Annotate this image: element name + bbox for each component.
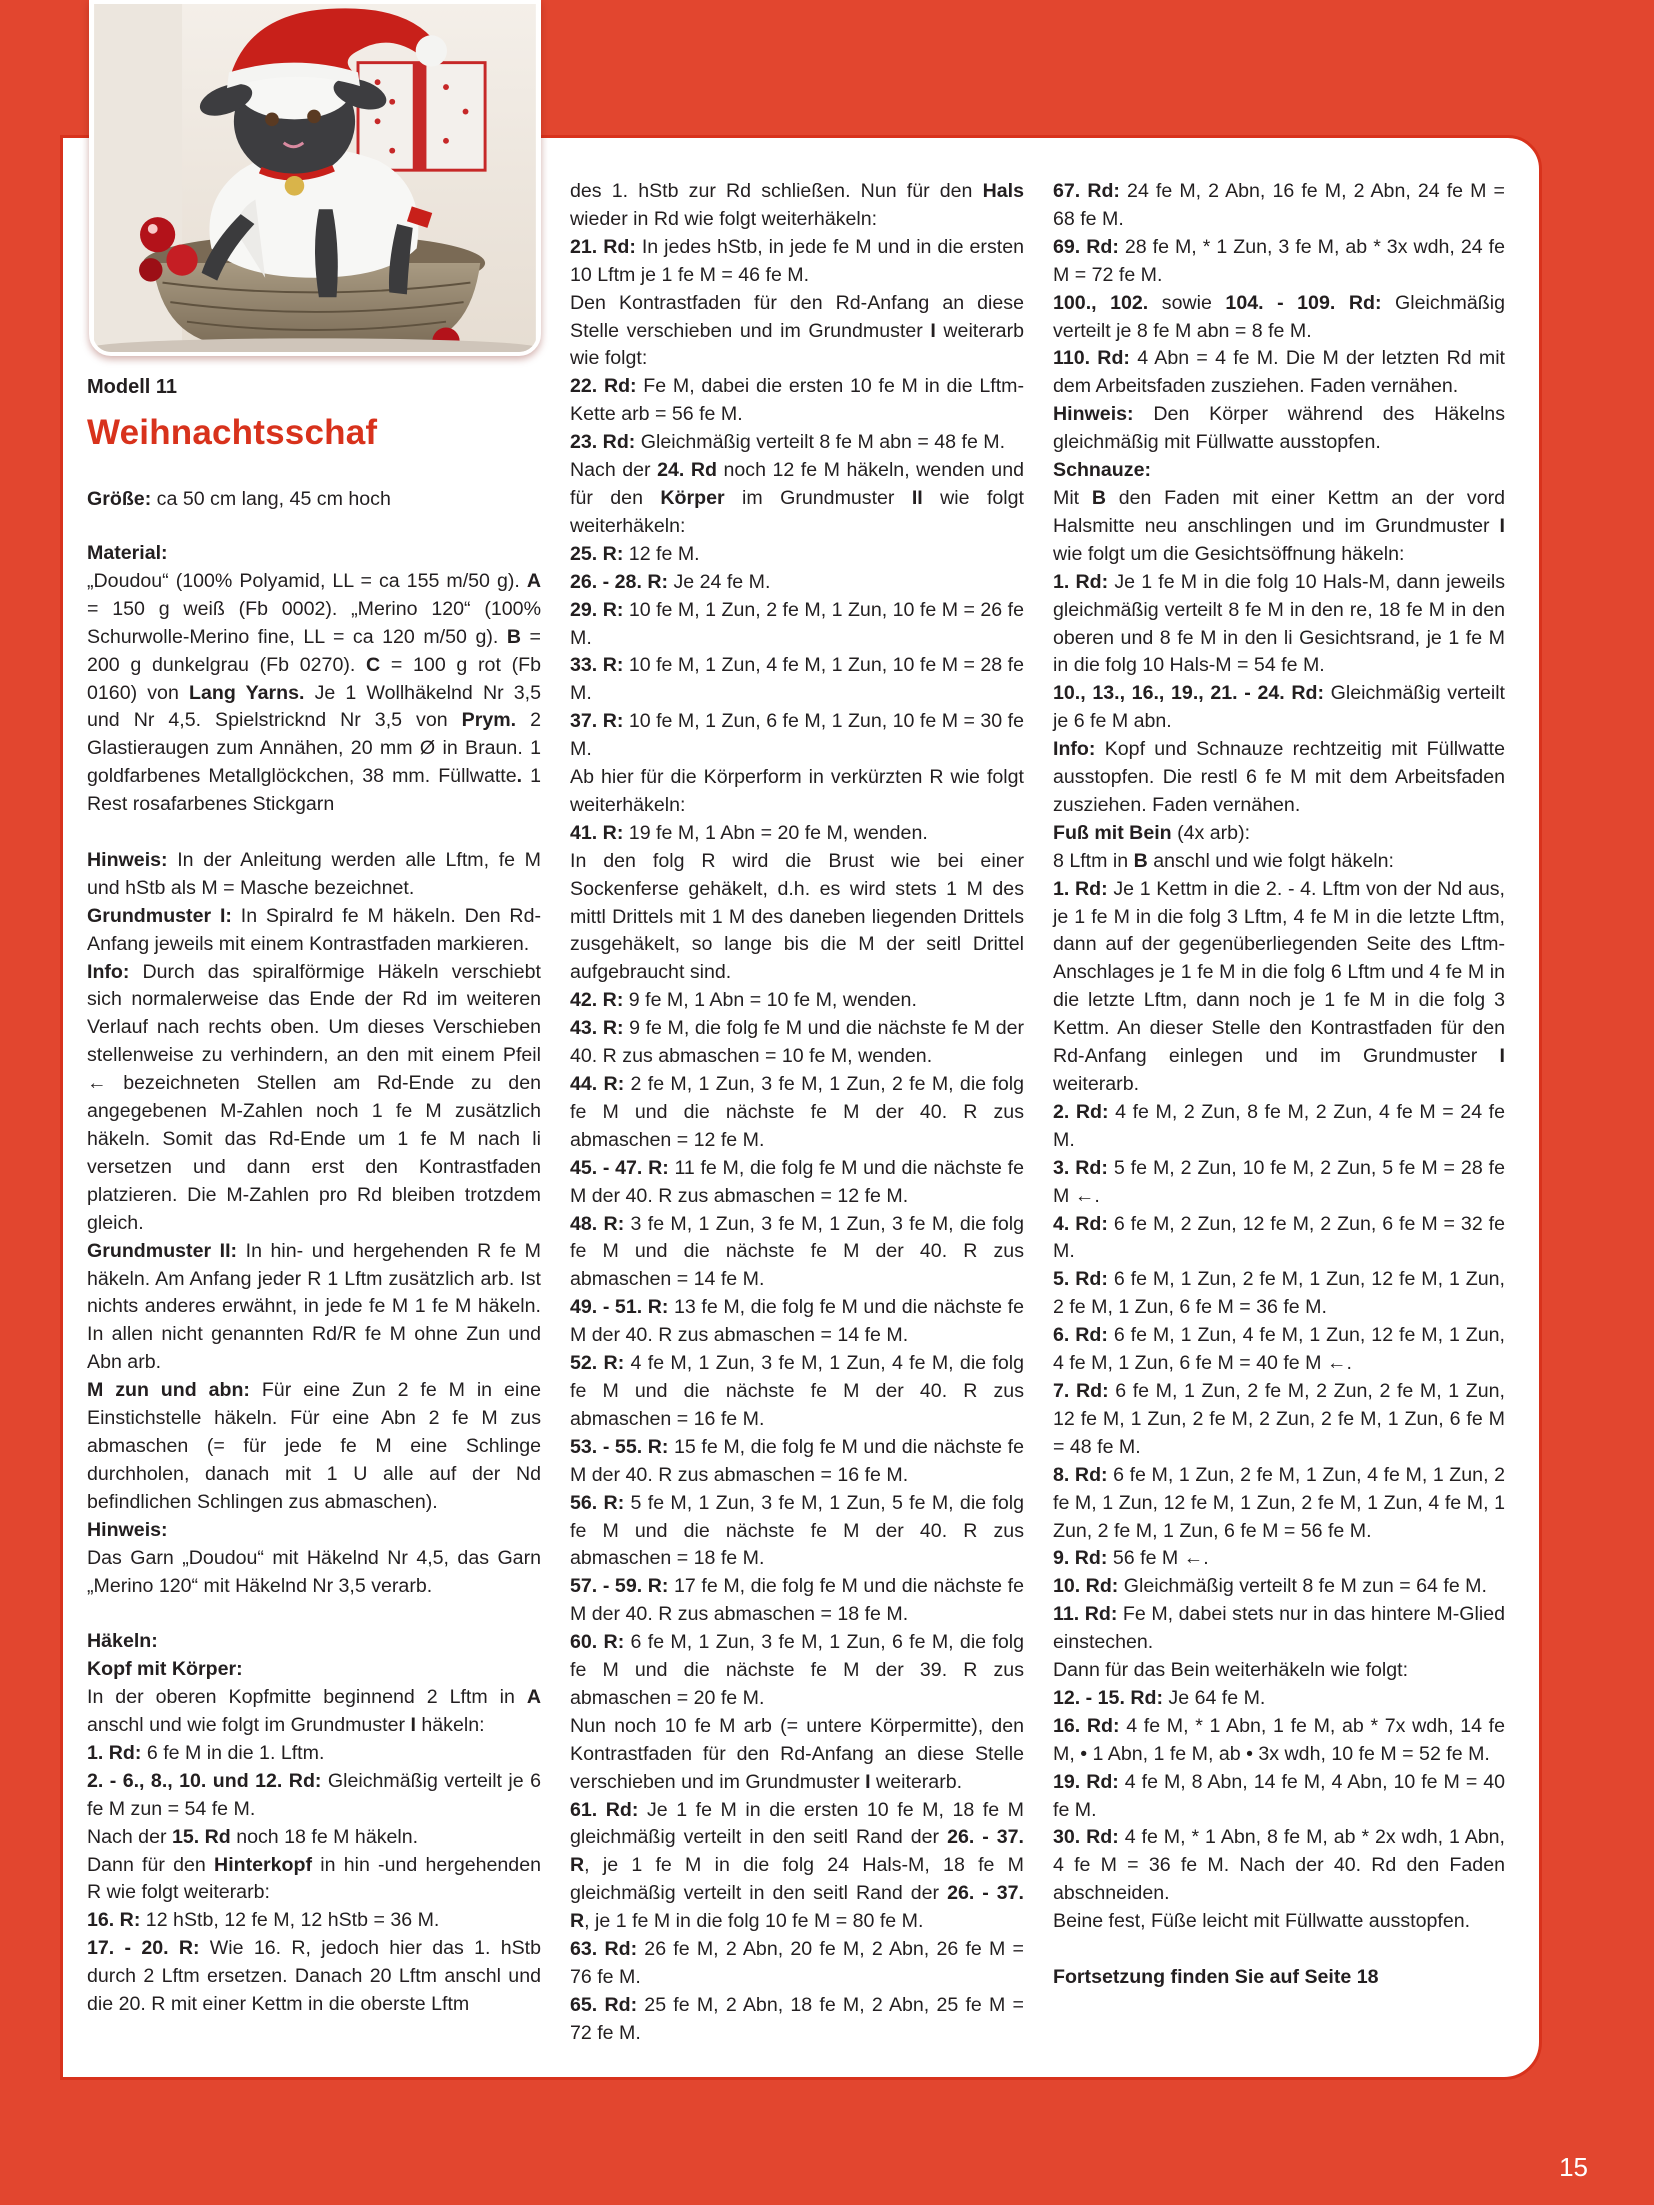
bold-label: I bbox=[865, 1770, 871, 1793]
bold-label: Grundmuster II: bbox=[87, 1239, 238, 1262]
text-run: 4 fe M, 8 Abn, 14 fe M, 4 Abn, 10 fe M = 40 fe M. bbox=[1053, 1770, 1506, 1821]
bold-label: 1. Rd: bbox=[87, 1741, 142, 1764]
column-left bbox=[87, 540, 541, 2019]
paragraph bbox=[87, 540, 541, 568]
bold-label: 110. Rd: bbox=[1053, 347, 1130, 370]
paragraph bbox=[1053, 401, 1505, 457]
text-run: In hin- und hergehenden R fe M häkeln. Am Anfang jeder R 1 Lftm zusätzlich arb. Ist nichts anderes erwähnt, in jede fe M 1 fe M häkeln. In allen nicht genannten Rd/R fe M ohne Zun und Abn arb. bbox=[87, 1239, 541, 1374]
paragraph bbox=[570, 1071, 1024, 1155]
text-run: häkeln: bbox=[415, 1714, 485, 1737]
bold-label: 69. Rd: bbox=[1053, 235, 1119, 258]
paragraph bbox=[87, 1852, 541, 1908]
paragraph bbox=[570, 178, 1024, 234]
bold-label: 16. R: bbox=[87, 1909, 141, 1932]
text-run: 6 fe M, 1 Zun, 2 fe M, 2 Zun, 2 fe M, 1 Zun, 12 fe M, 1 Zun, 2 fe M, 2 Zun, 2 fe M, 1 Zun, 6 fe M = 48 fe M. bbox=[1053, 1379, 1505, 1458]
text-run: 15 fe M, die folg fe M und die nächste fe M der 40. R zus abmaschen = 16 fe M. bbox=[570, 1435, 1024, 1486]
text-run: anschl und wie folgt im Grundmuster bbox=[87, 1714, 411, 1737]
text-run: 6 fe M, 1 Zun, 3 fe M, 1 Zun, 6 fe M, die folg fe M und die nächste fe M der 39. R zus abmaschen = 20 fe M. bbox=[570, 1631, 1024, 1709]
paragraph bbox=[1053, 1211, 1505, 1267]
paragraph bbox=[570, 234, 1024, 290]
text-run: wieder in Rd wie folgt weiterhäkeln: bbox=[570, 207, 878, 230]
text-run: 56 fe M ←. bbox=[1107, 1547, 1209, 1570]
paragraph bbox=[1053, 1573, 1505, 1601]
paragraph bbox=[570, 597, 1024, 653]
text-run: 4 fe M, * 1 Abn, 1 fe M, ab * 7x wdh, 14 fe M, • 1 Abn, 1 fe M, ab • 3x wdh, 10 fe M = 52 fe M. bbox=[1053, 1714, 1505, 1765]
text-run: 17 fe M, die folg fe M und die nächste fe M der 40. R zus abmaschen = 18 fe M. bbox=[570, 1575, 1024, 1626]
bold-label: . bbox=[516, 765, 523, 788]
bold-label: 15. Rd bbox=[171, 1825, 231, 1848]
paragraph bbox=[1053, 876, 1505, 1099]
column-right bbox=[1053, 178, 1505, 1992]
text-run: 24 fe M, 2 Abn, 16 fe M, 2 Abn, 24 fe M = 68 fe M. bbox=[1053, 180, 1505, 230]
text-run: Ab hier für die Körperform in verkürzten R wie folgt weiterhäkeln: bbox=[570, 766, 1024, 816]
paragraph bbox=[1053, 178, 1505, 234]
paragraph bbox=[570, 1573, 1024, 1629]
text-run: des 1. hStb zur Rd schließen. Nun für den bbox=[570, 180, 983, 202]
text-run: Gleichmäßig verteilt je 6 fe M abn. bbox=[1053, 682, 1506, 733]
section-heading: Schnauze: bbox=[1053, 459, 1151, 482]
text-run: noch 18 fe M häkeln. bbox=[230, 1825, 419, 1848]
bold-label: 63. Rd: bbox=[570, 1938, 638, 1961]
text-run: 6 fe M, 1 Zun, 2 fe M, 1 Zun, 12 fe M, 1 Zun, 2 fe M, 1 Zun, 6 fe M = 36 fe M. bbox=[1053, 1268, 1505, 1319]
text-run: in hin -und hergehenden R wie folgt weiterarb: bbox=[87, 1853, 541, 1904]
paragraph bbox=[1053, 680, 1505, 736]
paragraph bbox=[570, 987, 1024, 1015]
sheep-eye-right bbox=[307, 110, 321, 124]
text-run: 5 fe M, 1 Zun, 3 fe M, 1 Zun, 5 fe M, die folg fe M und die nächste fe M der 40. R zus abmaschen = 18 fe M. bbox=[570, 1491, 1024, 1570]
bold-label: 44. R: bbox=[570, 1073, 625, 1095]
paragraph bbox=[1053, 1685, 1505, 1713]
paragraph bbox=[87, 1740, 541, 1768]
text-run: 12 fe M. bbox=[623, 542, 700, 565]
bold-label: 42. R: bbox=[570, 989, 624, 1012]
paragraph bbox=[570, 457, 1024, 541]
text-run: Für eine Zun 2 fe M in eine Einstichstelle häkeln. Für eine Abn 2 fe M zus abmaschen (= für jede fe M eine Schlinge durchholen, danach mit 1 U alle auf der Nd befindlichen Schlingen zus abmaschen). bbox=[87, 1379, 541, 1513]
bold-label: 1. Rd: bbox=[1053, 570, 1109, 593]
paragraph bbox=[1053, 1769, 1505, 1825]
text-run: Durch das spiralförmige Häkeln verschiebt sich normalerweise das Ende der Rd im weiteren Verlauf nach rechts oben. Um dieses Verschieben stellenweise zu verhindern, an den mit einem Pfeil ← bezeichneten Stellen am Rd-Ende zu den angegebenen M-Zahlen noch 1 fe M zusätzlich häkeln. Somit das Rd-Ende um 1 fe M nach li versetzen und dann erst den Kontrastfaden platzieren. Die M-Zahlen pro Rd bleiben trotzdem gleich. bbox=[87, 960, 541, 1234]
bold-label: I bbox=[1499, 514, 1505, 537]
text-run: 10 fe M, 1 Zun, 6 fe M, 1 Zun, 10 fe M = 30 fe M. bbox=[570, 710, 1025, 761]
text-run: 19 fe M, 1 Abn = 20 fe M, wenden. bbox=[623, 821, 928, 844]
paragraph bbox=[1053, 1322, 1505, 1378]
bold-label: 5. Rd: bbox=[1053, 1268, 1108, 1291]
text-run: 12 hStb, 12 fe M, 12 hStb = 36 M. bbox=[140, 1909, 440, 1932]
bold-label: 104. - 109. Rd: bbox=[1225, 291, 1382, 314]
bold-label: 2. Rd: bbox=[1053, 1100, 1109, 1123]
text-run: wie folgt weiterhäkeln: bbox=[570, 486, 1024, 537]
text-run: 9 fe M, 1 Abn = 10 fe M, wenden. bbox=[623, 989, 917, 1012]
bold-label: I bbox=[930, 319, 936, 342]
text-run: 28 fe M, * 1 Zun, 3 fe M, ab * 3x wdh, 24 fe M = 72 fe M. bbox=[1053, 235, 1505, 286]
santa-hat-pompom bbox=[416, 35, 447, 66]
paragraph bbox=[1053, 1713, 1505, 1769]
paragraph bbox=[87, 959, 541, 1238]
bold-label: 24. Rd bbox=[657, 459, 717, 482]
bold-label: 43. R: bbox=[570, 1017, 624, 1040]
bold-label: 6. Rd: bbox=[1053, 1324, 1108, 1347]
paragraph bbox=[1053, 1545, 1505, 1573]
paragraph bbox=[1053, 485, 1505, 569]
bold-label: 26. - 37. R bbox=[570, 1882, 1024, 1933]
section-heading: Kopf mit Körper: bbox=[87, 1658, 243, 1681]
bold-label: 41. R: bbox=[570, 821, 624, 844]
bold-label: Prym. bbox=[461, 709, 517, 732]
text-run: im Grundmuster bbox=[724, 486, 912, 509]
bold-label: 12. - 15. Rd: bbox=[1053, 1686, 1163, 1709]
paragraph bbox=[1053, 1266, 1505, 1322]
text-run: Das Garn „Doudou“ mit Häkelnd Nr 4,5, das Garn „Merino 120“ mit Häkelnd Nr 3,5 verarb. bbox=[87, 1546, 541, 1597]
gold-bell bbox=[285, 176, 305, 196]
paragraph bbox=[87, 903, 541, 959]
paragraph bbox=[1053, 1601, 1505, 1657]
text-run: Je 1 Kettm in die 2. - 4. Lftm von der Nd aus, je 1 fe M in die folg 3 Lftm, 4 fe M in die letzte Lftm, dann auf der gegenüberliegenden Seite des Lftm-Anschlages je 1 fe M in die folg 6 Lftm und 4 fe M in die letzte Lftm, dann noch je 1 fe M in die folg 3 Kettm. An dieser Stelle den Kontrastfaden für den Rd-Anfang einlegen und im Grundmuster bbox=[1053, 877, 1505, 1068]
text-run: Den Körper während des Häkelns gleichmäßig mit Füllwatte ausstopfen. bbox=[1053, 403, 1505, 454]
paragraph bbox=[87, 1238, 541, 1378]
bold-label: I bbox=[1499, 1045, 1505, 1068]
text-run: 4 fe M, * 1 Abn, 8 fe M, ab * 2x wdh, 1 Abn, 4 fe M = 36 fe M. Nach der 40. Rd den Faden abschneiden. bbox=[1053, 1826, 1505, 1905]
bold-label: Lang Yarns. bbox=[189, 681, 305, 704]
paragraph bbox=[570, 1490, 1024, 1574]
bold-label: 7. Rd: bbox=[1053, 1379, 1109, 1402]
text-run: 3 fe M, 1 Zun, 3 fe M, 1 Zun, 3 fe M, die folg fe M und die nächste fe M der 40. R zus abmaschen = 14 fe M. bbox=[570, 1212, 1024, 1291]
paragraph bbox=[570, 764, 1024, 820]
bold-label: 9. Rd: bbox=[1053, 1547, 1108, 1570]
bold-label: 22. Rd: bbox=[570, 375, 637, 398]
text-run: wie folgt um die Gesichtsöffnung häkeln: bbox=[1053, 542, 1405, 565]
bold-label: B bbox=[1133, 849, 1148, 872]
section-heading: Häkeln: bbox=[87, 1630, 158, 1653]
bold-label: 60. R: bbox=[570, 1631, 625, 1654]
bold-label: Info: bbox=[1053, 738, 1096, 761]
bold-label: 26. - 28. R: bbox=[570, 570, 669, 593]
paragraph bbox=[87, 1684, 541, 1740]
product-photo bbox=[89, 0, 541, 356]
page-number: 15 bbox=[1559, 2152, 1588, 2182]
text-run: sowie bbox=[1148, 291, 1226, 314]
text-run: Gleichmäßig verteilt je 8 fe M abn = 8 fe M. bbox=[1053, 291, 1505, 342]
text-run: In jedes hStb, in jede fe M und in die ersten 10 Lftm je 1 fe M = 46 fe M. bbox=[570, 235, 1024, 286]
bold-label: A bbox=[526, 569, 541, 592]
paragraph bbox=[87, 1935, 541, 2019]
paragraph bbox=[570, 1713, 1024, 1797]
text-run: 8 Lftm in bbox=[1053, 849, 1134, 872]
bold-label: 57. - 59. R: bbox=[570, 1575, 669, 1598]
size-line bbox=[87, 485, 391, 513]
text-run: weiterarb wie folgt: bbox=[570, 319, 1024, 370]
paragraph bbox=[1053, 1824, 1505, 1908]
bold-label: 65. Rd: bbox=[570, 1993, 638, 2016]
paragraph bbox=[1053, 848, 1505, 876]
bauble-2 bbox=[166, 244, 197, 275]
paragraph bbox=[1053, 569, 1505, 681]
text-run: Dann für das Bein weiterhäkeln wie folgt: bbox=[1053, 1659, 1409, 1682]
paragraph bbox=[570, 541, 1024, 569]
bold-label: Hinweis: bbox=[87, 848, 168, 871]
bold-label: II bbox=[911, 486, 923, 509]
text-run: 6 fe M, 1 Zun, 4 fe M, 1 Zun, 12 fe M, 1 Zun, 4 fe M, 1 Zun, 6 fe M = 40 fe M ←. bbox=[1053, 1324, 1505, 1375]
text-run: 10 fe M, 1 Zun, 4 fe M, 1 Zun, 10 fe M = 28 fe M. bbox=[570, 654, 1025, 705]
bauble-1 bbox=[140, 217, 175, 252]
paragraph bbox=[1053, 345, 1505, 401]
text-run: Je 24 fe M. bbox=[668, 570, 771, 593]
page-title: Weihnachtsschaf bbox=[87, 413, 378, 452]
bold-label: B bbox=[1091, 486, 1106, 509]
bold-label: A bbox=[526, 1686, 541, 1709]
text-run: „Doudou“ (100% Polyamid, LL = ca 155 m/50 g). bbox=[87, 569, 527, 592]
text-run: Nach der bbox=[87, 1825, 172, 1848]
bold-label: Material: bbox=[87, 542, 168, 564]
bold-label: Hinweis: bbox=[1053, 403, 1134, 426]
text-run: Den Kontrastfaden für den Rd-Anfang an diese Stelle verschieben und im Grundmuster bbox=[570, 291, 1024, 342]
bold-label: 8. Rd: bbox=[1053, 1463, 1108, 1486]
bold-label: 53. - 55. R: bbox=[570, 1435, 669, 1458]
bold-label: B bbox=[506, 625, 522, 648]
text-run: 6 fe M in die 1. Lftm. bbox=[141, 1741, 325, 1764]
paragraph bbox=[570, 1629, 1024, 1713]
bold-label: Körper bbox=[660, 486, 725, 509]
text-run: Kopf und Schnauze rechtzeitig mit Füllwatte ausstopfen. Die restl 6 fe M mit dem Arbeitsfaden zusziehen. Faden vernähen. bbox=[1053, 738, 1505, 816]
text-run: 13 fe M, die folg fe M und die nächste fe M der 40. R zus abmaschen = 14 fe M. bbox=[570, 1296, 1024, 1347]
bold-label: 21. Rd: bbox=[570, 235, 636, 258]
text-run: , je 1 fe M in die folg 24 Hals-M, 18 fe M gleichmäßig verteilt in den seitl Rand der bbox=[570, 1854, 1024, 1905]
text-run: In den folg R wird die Brust wie bei einer Sockenferse gehäkelt, d.h. es wird stets 1 M des mittl Drittels mit 1 M des daneben liegenden Drittels zusgehäkelt, so lange bis die M der seitl Drittel aufgebraucht sind. bbox=[570, 849, 1024, 984]
paragraph bbox=[1053, 1908, 1505, 1936]
bold-label: Fuß mit Bein bbox=[1053, 821, 1172, 844]
paragraph bbox=[1053, 234, 1505, 290]
bold-label: M zun und abn: bbox=[87, 1379, 250, 1402]
paragraph bbox=[87, 847, 541, 903]
paragraph bbox=[570, 820, 1024, 848]
text-run: Je 1 fe M in die ersten 10 fe M, 18 fe M gleichmäßig verteilt in den seitl Rand der bbox=[570, 1798, 1024, 1849]
paragraph bbox=[570, 1294, 1024, 1350]
text-run: 5 fe M, 2 Zun, 10 fe M, 2 Zun, 5 fe M = 28 fe M ←. bbox=[1053, 1156, 1505, 1207]
text-run: Je 64 fe M. bbox=[1162, 1686, 1266, 1709]
text-run: , je 1 fe M in die folg 10 fe M = 80 fe M. bbox=[584, 1910, 924, 1933]
size-label: Größe: bbox=[87, 488, 152, 510]
text-run: 9 fe M, die folg fe M und die nächste fe M der 40. R zus abmaschen = 10 fe M, wenden. bbox=[570, 1017, 1025, 1068]
bold-label: Grundmuster I: bbox=[87, 904, 232, 927]
bold-label: 16. Rd: bbox=[1053, 1714, 1120, 1737]
text-run: Gleichmäßig verteilt je 6 fe M zun = 54 fe M. bbox=[87, 1769, 541, 1820]
paragraph bbox=[570, 1350, 1024, 1434]
text-run: = 100 g rot (Fb 0160) von bbox=[87, 653, 541, 704]
bold-label: Hals bbox=[982, 180, 1024, 202]
bold-label: 49. - 51. R: bbox=[570, 1296, 669, 1319]
bold-label: 10. Rd: bbox=[1053, 1575, 1119, 1598]
paragraph bbox=[570, 708, 1024, 764]
paragraph bbox=[87, 1907, 541, 1935]
text-run: weiterarb. bbox=[870, 1770, 963, 1793]
sheep-leg-front bbox=[315, 209, 338, 297]
text-run: Wie 16. R, jedoch hier das 1. hStb durch 2 Lftm ersetzen. Danach 20 Lftm anschl und die 20. R mit einer Kettm in die oberste Lftm bbox=[87, 1937, 541, 2016]
paragraph bbox=[1053, 1378, 1505, 1462]
paragraph bbox=[570, 1155, 1024, 1211]
text-run: = 150 g weiß (Fb 0002). „Merino 120“ (100% Schurwolle-Merino fine, LL = ca 120 m/50 g). bbox=[87, 597, 541, 648]
bold-label: 17. - 20. R: bbox=[87, 1937, 200, 1960]
bold-label: 45. - 47. R: bbox=[570, 1156, 669, 1179]
paragraph bbox=[570, 1936, 1024, 1992]
paragraph bbox=[87, 1768, 541, 1824]
text-run: Gleichmäßig verteilt 8 fe M abn = 48 fe M. bbox=[635, 431, 1006, 454]
bold-label: 19. Rd: bbox=[1053, 1770, 1119, 1793]
text-run: Je 1 Wollhäkelnd Nr 3,5 und Nr 4,5. Spielstricknd Nr 3,5 von bbox=[87, 681, 542, 732]
text-run: = 200 g dunkelgrau (Fb 0270). bbox=[87, 625, 541, 676]
text-run: Fe M, dabei stets nur in das hintere M-Glied einstechen. bbox=[1053, 1603, 1505, 1654]
bold-label: 61. Rd: bbox=[570, 1798, 639, 1821]
text-run: weiterarb. bbox=[1053, 1073, 1140, 1095]
size-value: ca 50 cm lang, 45 cm hoch bbox=[151, 488, 391, 510]
text-run: Je 1 fe M in die folg 10 Hals-M, dann jeweils gleichmäßig verteilt 8 fe M in den re, 18 fe M in den oberen und 8 fe M in den li Gesichtsrand, je 1 fe M in die folg 10 Hals-M = 54 fe M. bbox=[1053, 570, 1506, 677]
paragraph bbox=[570, 429, 1024, 457]
sheep-eye-left bbox=[265, 113, 279, 127]
paragraph bbox=[87, 568, 541, 819]
bold-label: 25. R: bbox=[570, 542, 624, 565]
paragraph bbox=[1053, 1099, 1505, 1155]
bold-label: 48. R: bbox=[570, 1212, 625, 1235]
bold-label: 23. Rd: bbox=[570, 431, 636, 454]
paragraph bbox=[570, 1992, 1024, 2048]
paragraph bbox=[87, 1824, 541, 1852]
paragraph bbox=[570, 1015, 1024, 1071]
text-run: 1 Rest rosafarbenes Stickgarn bbox=[87, 765, 542, 816]
gift-ribbon bbox=[413, 63, 427, 171]
paragraph bbox=[570, 290, 1024, 374]
bold-label: I bbox=[410, 1714, 416, 1737]
text-run: Fe M, dabei die ersten 10 fe M in die Lftm-Kette arb = 56 fe M. bbox=[570, 375, 1025, 426]
text-run: Nun noch 10 fe M arb (= untere Körpermitte), den Kontrastfaden für den Rd-Anfang an diese Stelle verschieben und im Grundmuster bbox=[570, 1714, 1024, 1793]
bold-label: 52. R: bbox=[570, 1352, 625, 1375]
paragraph bbox=[1053, 290, 1505, 346]
text-run: In der Anleitung werden alle Lftm, fe M und hStb als M = Masche bezeichnet. bbox=[87, 848, 541, 899]
bold-label: 2. - 6., 8., 10. und 12. Rd: bbox=[87, 1769, 322, 1792]
text-run: 4 Abn = 4 fe M. Die M der letzten Rd mit dem Arbeitsfaden zusziehen. Faden vernähen. bbox=[1053, 347, 1505, 398]
text-run: Nach der bbox=[570, 459, 658, 482]
bold-label: 26. - 37. R bbox=[570, 1826, 1024, 1877]
text-run: In Spiralrd fe M häkeln. Den Rd-Anfang jeweils mit einem Kontrastfaden markieren. bbox=[87, 904, 541, 955]
paragraph bbox=[570, 569, 1024, 597]
column-middle bbox=[570, 178, 1024, 2048]
text-run: anschl und wie folgt häkeln: bbox=[1147, 849, 1394, 872]
bold-label: 11. Rd: bbox=[1053, 1603, 1118, 1626]
bold-label: 10., 13., 16., 19., 21. - 24. Rd: bbox=[1053, 682, 1324, 705]
paragraph bbox=[87, 1377, 541, 1517]
bold-label: 30. Rd: bbox=[1053, 1826, 1119, 1849]
paragraph bbox=[570, 1434, 1024, 1490]
text-run: Dann für den bbox=[87, 1853, 215, 1876]
section-heading: Fortsetzung finden Sie auf Seite 18 bbox=[1053, 1965, 1379, 1988]
text-run: Beine fest, Füße leicht mit Füllwatte ausstopfen. bbox=[1053, 1910, 1471, 1933]
text-run: 4 fe M, 2 Zun, 8 fe M, 2 Zun, 4 fe M = 24 fe M. bbox=[1053, 1100, 1505, 1151]
text-run: 26 fe M, 2 Abn, 20 fe M, 2 Abn, 26 fe M = 76 fe M. bbox=[570, 1938, 1024, 1988]
paragraph bbox=[1053, 1155, 1505, 1211]
text-run: noch 12 fe M häkeln, wenden und für den bbox=[570, 459, 1024, 509]
model-number: Modell 11 bbox=[87, 376, 178, 398]
text-run: 4 fe M, 1 Zun, 3 fe M, 1 Zun, 4 fe M, die folg fe M und die nächste fe M der 40. R zus abmaschen = 16 fe M. bbox=[570, 1352, 1024, 1430]
bold-label: 3. Rd: bbox=[1053, 1156, 1108, 1179]
text-run: 25 fe M, 2 Abn, 18 fe M, 2 Abn, 25 fe M = 72 fe M. bbox=[570, 1993, 1024, 2044]
bold-label: Info: bbox=[87, 960, 130, 983]
text-run: Gleichmäßig verteilt 8 fe M zun = 64 fe M. bbox=[1118, 1575, 1487, 1598]
paragraph bbox=[570, 1211, 1024, 1295]
sheep-photo-illustration bbox=[93, 4, 537, 352]
paragraph bbox=[570, 652, 1024, 708]
bold-label: 100., 102. bbox=[1053, 291, 1149, 314]
paragraph bbox=[570, 848, 1024, 988]
bold-label: 4. Rd: bbox=[1053, 1212, 1108, 1235]
text-run: 2 fe M, 1 Zun, 3 fe M, 1 Zun, 2 fe M, die folg fe M und die nächste fe M der 40. R zus abmaschen = 12 fe M. bbox=[570, 1073, 1024, 1151]
bold-label: 1. Rd: bbox=[1053, 877, 1108, 900]
bold-label: 37. R: bbox=[570, 710, 624, 733]
paragraph bbox=[1053, 820, 1505, 848]
paragraph bbox=[1053, 1462, 1505, 1546]
paragraph bbox=[1053, 1657, 1505, 1685]
text-run: Mit bbox=[1053, 486, 1092, 509]
text-run: 6 fe M, 1 Zun, 2 fe M, 1 Zun, 4 fe M, 1 Zun, 2 fe M, 1 Zun, 12 fe M, 1 Zun, 2 fe M, 1 Zun, 4 fe M, 1 Zun, 2 fe M, 1 Zun, 6 fe M = 56 fe M. bbox=[1053, 1463, 1505, 1542]
bauble-highlight bbox=[148, 224, 158, 234]
bold-label: 33. R: bbox=[570, 654, 624, 677]
text-run: den Faden mit einer Kettm an der vord Halsmitte neu anschlingen und im Grundmuster bbox=[1053, 486, 1505, 537]
bold-label: 67. Rd: bbox=[1053, 180, 1120, 202]
bold-label: Hinterkopf bbox=[214, 1853, 313, 1876]
text-run: In der oberen Kopfmitte beginnend 2 Lftm in bbox=[87, 1686, 527, 1709]
paragraph bbox=[570, 1797, 1024, 1937]
text-run: 11 fe M, die folg fe M und die nächste fe M der 40. R zus abmaschen = 12 fe M. bbox=[570, 1156, 1024, 1207]
text-run: (4x arb): bbox=[1171, 821, 1251, 844]
text-run: 6 fe M, 2 Zun, 12 fe M, 2 Zun, 6 fe M = 32 fe M. bbox=[1053, 1212, 1505, 1263]
text-run: 2 Glastieraugen zum Annähen, 20 mm Ø in Braun. 1 goldfarbenes Metallglöckchen, 38 mm. Füllwatte bbox=[87, 709, 542, 788]
paragraph bbox=[1053, 736, 1505, 820]
paragraph bbox=[570, 373, 1024, 429]
section-heading: Hinweis: bbox=[87, 1518, 168, 1541]
bauble-3 bbox=[139, 258, 162, 281]
bold-label: 29. R: bbox=[570, 598, 624, 621]
paragraph bbox=[87, 1545, 541, 1601]
bold-label: 56. R: bbox=[570, 1491, 625, 1514]
bold-label: C bbox=[366, 653, 381, 676]
text-run: 10 fe M, 1 Zun, 2 fe M, 1 Zun, 10 fe M = 26 fe M. bbox=[570, 598, 1025, 649]
